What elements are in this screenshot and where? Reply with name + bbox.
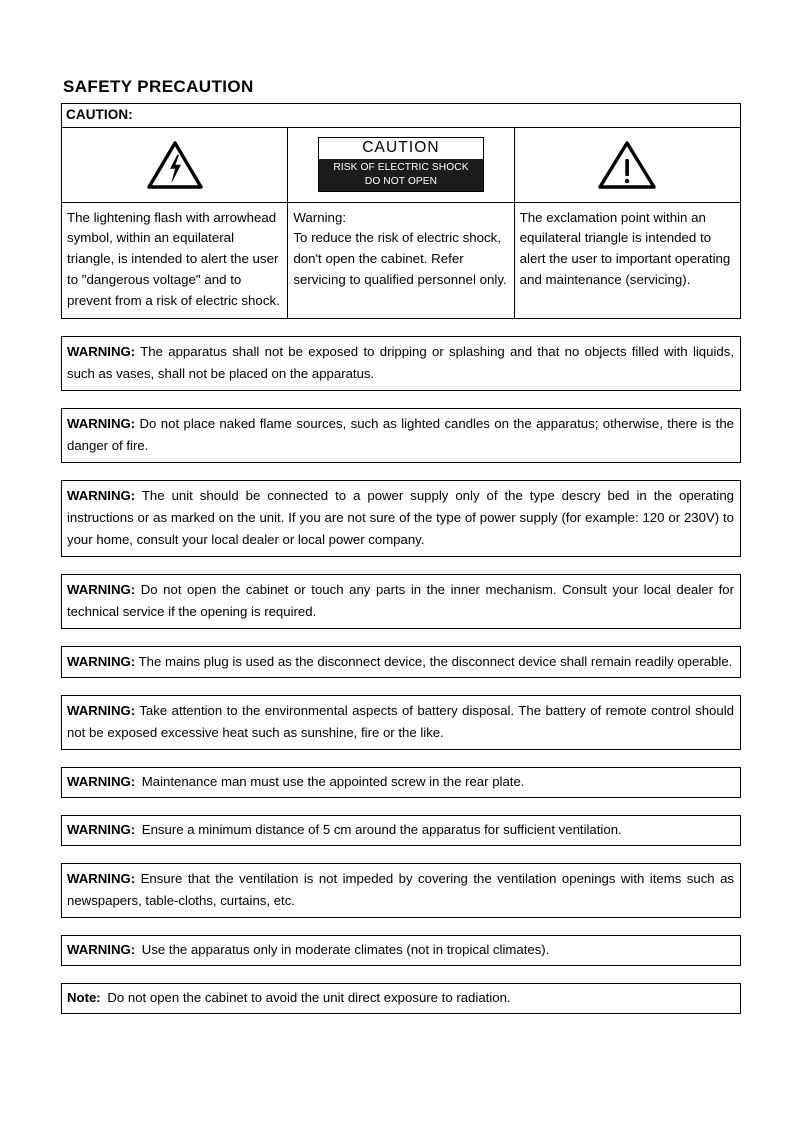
description-cell-warning bbox=[288, 202, 514, 319]
caution-header-row bbox=[62, 103, 741, 127]
description-warning-heading: Warning: bbox=[293, 209, 347, 225]
warning-label: WARNING: bbox=[67, 941, 136, 957]
caution-symbol-row bbox=[62, 127, 741, 202]
warning-label: WARNING: bbox=[67, 344, 136, 360]
lightning-bolt-triangle-icon bbox=[62, 139, 287, 191]
caution-header-label: CAUTION: bbox=[62, 103, 741, 127]
caution-label-line-1: RISK OF ELECTRIC SHOCK bbox=[333, 162, 469, 174]
warning-box bbox=[61, 480, 741, 557]
warning-label: Note: bbox=[67, 989, 101, 1005]
warning-label: WARNING: bbox=[67, 822, 136, 838]
warning-text: Take attention to the environmental aspects of battery disposal. The battery of remote control should not be exposed excessive heat such as sunshine, fire or the like. bbox=[67, 703, 734, 741]
warning-text: The apparatus shall not be exposed to dripping or splashing and that no objects filled with liquids, such as vases, shall not be placed on the apparatus. bbox=[67, 344, 734, 382]
warning-text: Maintenance man must use the appointed screw in the rear plate. bbox=[138, 774, 525, 790]
caution-description-row bbox=[62, 202, 741, 319]
caution-electric-shock-label bbox=[318, 137, 484, 192]
warning-text: Do not open the cabinet to avoid the unit direct exposure to radiation. bbox=[103, 989, 511, 1005]
description-text-warning: To reduce the risk of electric shock, don't open the cabinet. Refer servicing to qualified personnel only. bbox=[293, 230, 507, 287]
lightning-bolt-triangle-cell bbox=[62, 127, 288, 202]
warning-box bbox=[61, 767, 741, 798]
warning-text: Ensure a minimum distance of 5 cm around the apparatus for sufficient ventilation. bbox=[138, 822, 622, 838]
warning-label: WARNING: bbox=[67, 871, 136, 887]
caution-label-bottom-band bbox=[319, 159, 483, 191]
warning-text: Ensure that the ventilation is not impeded by covering the ventilation openings with items such as newspapers, table-cloths, curtains, etc. bbox=[67, 871, 734, 908]
warning-label: WARNING: bbox=[67, 703, 136, 719]
description-text-exclamation: The exclamation point within an equilateral triangle is intended to alert the user to important operating and maintenance (servicing). bbox=[519, 209, 731, 287]
warning-box bbox=[61, 983, 741, 1014]
exclamation-triangle-icon bbox=[515, 139, 740, 191]
document-page bbox=[61, 78, 741, 1031]
warning-box bbox=[61, 695, 741, 750]
warning-box bbox=[61, 336, 741, 391]
description-text-lightning: The lightening flash with arrowhead symbol, within an equilateral triangle, is intended to alert the user to "dangerous voltage" and to prevent from a risk of electric shock. bbox=[67, 209, 280, 308]
warning-box bbox=[61, 935, 741, 966]
warning-label: WARNING: bbox=[67, 487, 136, 503]
description-cell-lightning bbox=[62, 202, 288, 319]
warning-label: WARNING: bbox=[67, 581, 136, 597]
page-title: SAFETY PRECAUTION bbox=[63, 77, 254, 96]
warning-text: The unit should be connected to a power supply only of the type descry bed in the operating instructions or as marked on the unit. If you are not sure of the type of power supply (for example: 120 or 230V) to your home, consult your local dealer or local power company. bbox=[67, 487, 734, 547]
warning-text: The mains plug is used as the disconnect device, the disconnect device shall remain readily operable. bbox=[135, 653, 733, 669]
warning-label: WARNING: bbox=[67, 774, 136, 790]
warning-box bbox=[61, 815, 741, 846]
warning-box bbox=[61, 574, 741, 629]
warning-label: WARNING: bbox=[67, 653, 136, 669]
warning-label: WARNING: bbox=[67, 416, 136, 432]
warning-list bbox=[61, 336, 741, 1013]
exclamation-triangle-cell bbox=[514, 127, 740, 202]
warning-box bbox=[61, 408, 741, 463]
warning-text: Use the apparatus only in moderate climates (not in tropical climates). bbox=[138, 941, 550, 957]
caution-electric-shock-label-cell bbox=[288, 127, 514, 202]
caution-table bbox=[61, 103, 741, 320]
warning-text: Do not open the cabinet or touch any parts in the inner mechanism. Consult your local dealer for technical service if the opening is required. bbox=[67, 581, 734, 619]
caution-label-line-2: DO NOT OPEN bbox=[364, 175, 438, 187]
warning-box bbox=[61, 863, 741, 918]
warning-box bbox=[61, 646, 741, 679]
caution-label-top-text: CAUTION bbox=[319, 138, 483, 159]
description-cell-exclamation bbox=[514, 202, 740, 319]
warning-text: Do not place naked flame sources, such as lighted candles on the apparatus; otherwise, there is the danger of fire. bbox=[67, 416, 734, 454]
